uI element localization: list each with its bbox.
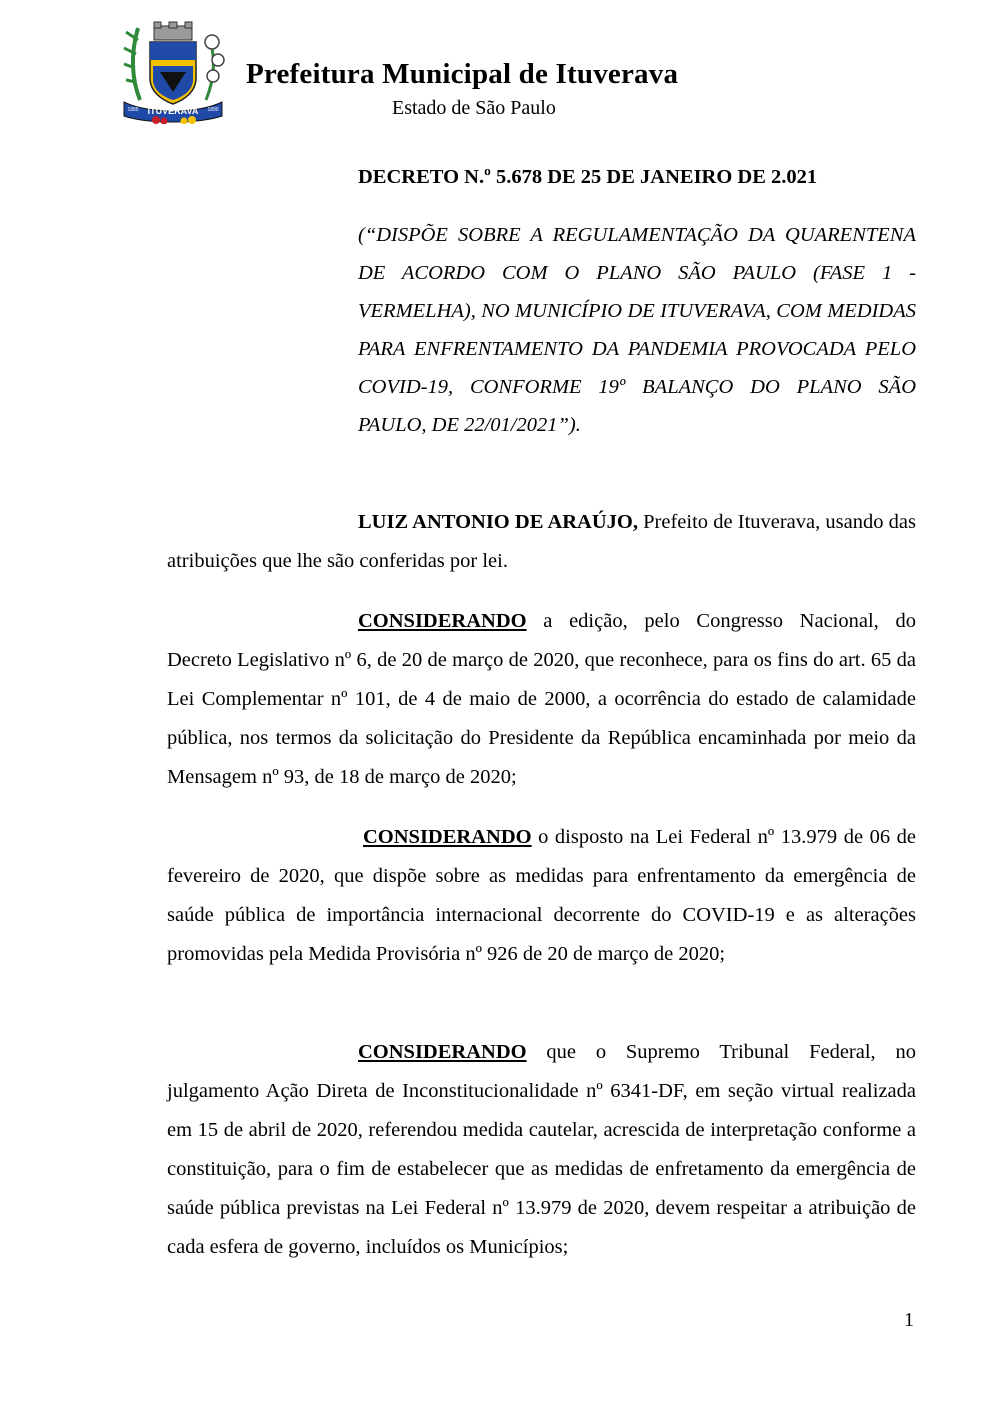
- seal-year-left: 1885: [127, 107, 139, 113]
- considerando-label: CONSIDERANDO: [358, 1041, 527, 1063]
- mayor-paragraph: [167, 503, 916, 581]
- considerando-paragraph-3: [167, 1033, 916, 1267]
- page-header-title: Prefeitura Municipal de Ituverava: [246, 58, 679, 90]
- considerando-label: CONSIDERANDO: [363, 826, 532, 848]
- seal-year-right: 1890: [207, 107, 219, 113]
- decree-ementa: (“DISPÕE SOBRE A REGULAMENTAÇÃO DA QUARENTENA DE ACORDO COM O PLANO SÃO PAULO (FASE 1 - VERMELHA), NO MUNICÍPIO DE ITUVERAVA, COM MEDIDAS PARA ENFRENTAMENTO DA PANDEMIA PROVOCADA PELO COVID-19, CONFORME 19º BALANÇO DO PLANO SÃO PAULO, DE 22/01/2021”).: [358, 224, 916, 436]
- municipal-seal-icon: [118, 20, 228, 124]
- considerando-paragraph-2: [167, 818, 916, 974]
- page-number: 1: [904, 1309, 914, 1331]
- considerando-text: o disposto na Lei Federal nº 13.979 de 06 de fevereiro de 2020, que dispõe sobre as medidas para enfrentamento da emergência de saúde pública de importância internacional decorrente do COVID-19 e as alterações promovidas pela Medida Provisória nº 926 de 20 de março de 2020;: [167, 826, 916, 965]
- mayor-text: Prefeito de Ituverava, usando das atribuições que lhe são conferidas por lei.: [167, 511, 916, 572]
- considerando-text: a edição, pelo Congresso Nacional, do Decreto Legislativo nº 6, de 20 de março de 2020, que reconhece, para os fins do art. 65 da Lei Complementar nº 101, de 4 de maio de 2000, a ocorrência do estado de calamidade pública, nos termos da solicitação do Presidente da República encaminhada por meio da Mensagem nº 93, de 18 de março de 2020;: [167, 610, 916, 788]
- page-header-subtitle: Estado de São Paulo: [392, 97, 556, 119]
- considerando-label: CONSIDERANDO: [358, 610, 527, 632]
- considerando-paragraph-1: [167, 602, 916, 797]
- considerando-text: que o Supremo Tribunal Federal, no julgamento Ação Direta de Inconstitucionalidade nº 6341-DF, em seção virtual realizada em 15 de abril de 2020, referendou medida cautelar, acrescida de interpretação conforme a constituição, para o fim de estabelecer que as medidas de enfretamento da emergência de saúde pública previstas na Lei Federal nº 13.979 de 2020, devem respeitar a atribuição de cada esfera de governo, incluídos os Municípios;: [167, 1041, 916, 1258]
- seal-banner-text: ITUVERAVA: [147, 106, 199, 116]
- decree-title: DECRETO N.º 5.678 DE 25 DE JANEIRO DE 2.021: [358, 166, 818, 188]
- mayor-name: LUIZ ANTONIO DE ARAÚJO,: [358, 511, 638, 533]
